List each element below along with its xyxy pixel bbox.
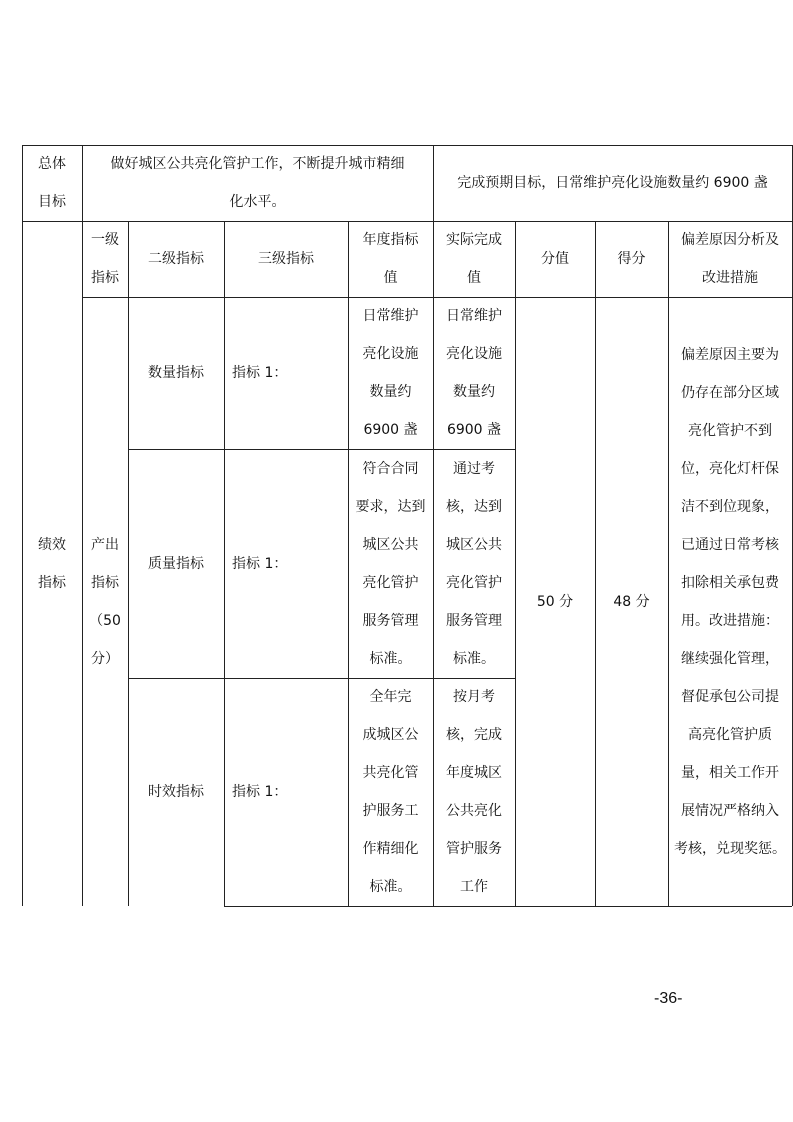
header-score-value: 分值 — [541, 251, 569, 267]
row-quantity-annual: 日常维护 亮化设施 数量约 6900 盏 — [362, 308, 419, 438]
row-quality-actual: 通过考 核，达到 城区公共 亮化管护 服务管理 标准。 — [446, 460, 502, 667]
header-level2: 二级指标 — [148, 251, 204, 267]
row-timeliness-level3: 指标 1： — [232, 784, 288, 800]
deviation-analysis-cell: 偏差原因主要为 仍存在部分区域 亮化管护不到 位，亮化灯杆保 洁不到位现象， 已通过日常考核 扣除相关承包费 用。改进措施： 继续强化管理， 督促承包公司提 高亮化管护质 量，相关工作开 展情况严格纳入 考核，兑现奖惩。 — [674, 346, 786, 857]
row-quality-level2: 质量指标 — [148, 555, 204, 572]
row-timeliness-actual: 按月考 核，完成 年度城区 公共亮化 管护服务 工作 — [446, 689, 502, 895]
page-number: -36- — [654, 990, 683, 1007]
header-level3: 三级指标 — [258, 251, 314, 267]
overall-target-label: 总体 目标 — [38, 156, 66, 210]
overall-target-plan: 做好城区公共亮化管护工作，不断提升城市精细 化水平。 — [110, 156, 405, 210]
row-quantity-level3: 指标 1： — [232, 365, 288, 381]
output-indicator-label: 产出 指标 （50 分） — [89, 536, 121, 667]
header-actual-value: 实际完成 值 — [446, 232, 502, 286]
row-quality-level3: 指标 1： — [232, 555, 288, 572]
header-deviation: 偏差原因分析及 改进措施 — [681, 232, 779, 286]
header-level1: 一级 指标 — [91, 232, 119, 286]
score-value-cell: 50 分 — [536, 593, 574, 610]
header-annual-value: 年度指标 值 — [362, 232, 419, 286]
score-got-cell: 48 分 — [613, 593, 650, 610]
overall-target-actual: 完成预期目标，日常维护亮化设施数量约 6900 盏 — [457, 175, 768, 191]
header-score-got: 得分 — [617, 251, 646, 267]
row-timeliness-level2: 时效指标 — [148, 784, 204, 800]
row-quantity-level2: 数量指标 — [148, 365, 204, 381]
row-timeliness-annual: 全年完 成城区公 共亮化管 护服务工 作精细化 标准。 — [362, 689, 419, 895]
performance-indicator-label: 绩效 指标 — [38, 536, 66, 591]
row-quantity-actual: 日常维护 亮化设施 数量约 6900 盏 — [446, 308, 502, 438]
row-quality-annual: 符合合同 要求，达到 城区公共 亮化管护 服务管理 标准。 — [355, 460, 426, 667]
